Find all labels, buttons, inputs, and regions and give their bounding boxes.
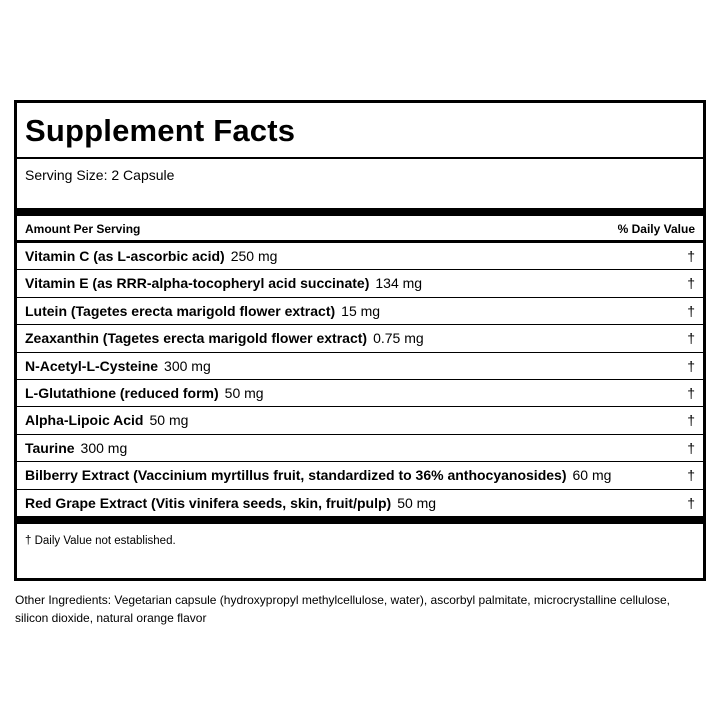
daily-value-mark: † (687, 412, 695, 429)
daily-value-mark: † (687, 275, 695, 292)
nutrient-row (17, 407, 703, 434)
nutrient-row (17, 325, 703, 352)
panel-title: Supplement Facts (25, 113, 296, 148)
nutrient-name: Vitamin C (as L-ascorbic acid) (25, 248, 225, 264)
daily-value-mark: † (687, 357, 695, 374)
nutrient-amount: 15 mg (341, 302, 381, 319)
column-header (17, 216, 703, 241)
nutrient-amount: 250 mg (230, 248, 278, 264)
nutrient-row (17, 462, 703, 489)
thick-divider (17, 208, 703, 216)
nutrient-rows (17, 243, 703, 517)
nutrient-amount: 60 mg (572, 467, 612, 484)
nutrient-row (17, 270, 703, 297)
nutrient-amount: 300 mg (80, 439, 128, 456)
divider (17, 157, 703, 159)
nutrient-name: Red Grape Extract (Vitis vinifera seeds, skin, fruit/pulp) (25, 494, 392, 511)
footnote: † Daily Value not established. (25, 535, 176, 547)
daily-value-mark: † (687, 302, 695, 319)
nutrient-name: L-Glutathione (reduced form) (25, 384, 219, 401)
daily-value-mark: † (687, 384, 695, 401)
daily-value-mark: † (687, 467, 695, 484)
nutrient-name: Zeaxanthin (Tagetes erecta marigold flower extract) (25, 330, 368, 347)
nutrient-row (17, 243, 703, 270)
nutrient-amount: 50 mg (149, 412, 189, 429)
nutrient-row (17, 380, 703, 407)
other-ingredients: Other Ingredients: Vegetarian capsule (hydroxypropyl methylcellulose, water), ascorbyl palmitate, microcrystalline cellulose, silicon dioxide, natural orange flavor (15, 593, 670, 625)
daily-value-header: % Daily Value (617, 222, 695, 236)
daily-value-mark: † (687, 248, 695, 264)
nutrient-amount: 0.75 mg (373, 330, 424, 347)
amount-per-serving-header: Amount Per Serving (25, 222, 141, 236)
thick-divider-bottom (17, 516, 703, 524)
daily-value-mark: † (687, 494, 695, 511)
nutrient-name: Bilberry Extract (Vaccinium myrtillus fruit, standardized to 36% anthocyanosides) (25, 467, 567, 484)
nutrient-name: Lutein (Tagetes erecta marigold flower extract) (25, 302, 336, 319)
nutrient-row (17, 353, 703, 380)
nutrient-name: Vitamin E (as RRR-alpha-tocopheryl acid succinate) (25, 275, 370, 292)
nutrient-row (17, 298, 703, 325)
nutrient-name: N-Acetyl-L-Cysteine (25, 357, 159, 374)
daily-value-mark: † (687, 330, 695, 347)
supplement-facts-panel (14, 100, 706, 581)
nutrient-name: Taurine (25, 439, 75, 456)
nutrient-amount: 134 mg (375, 275, 423, 292)
daily-value-mark: † (687, 439, 695, 456)
nutrient-amount: 300 mg (164, 357, 211, 374)
nutrient-amount: 50 mg (224, 384, 264, 401)
nutrient-amount: 50 mg (397, 494, 437, 511)
nutrient-row (17, 435, 703, 462)
nutrient-row (17, 490, 703, 517)
serving-size: Serving Size: 2 Capsule (25, 167, 175, 183)
nutrient-name: Alpha-Lipoic Acid (25, 412, 144, 429)
